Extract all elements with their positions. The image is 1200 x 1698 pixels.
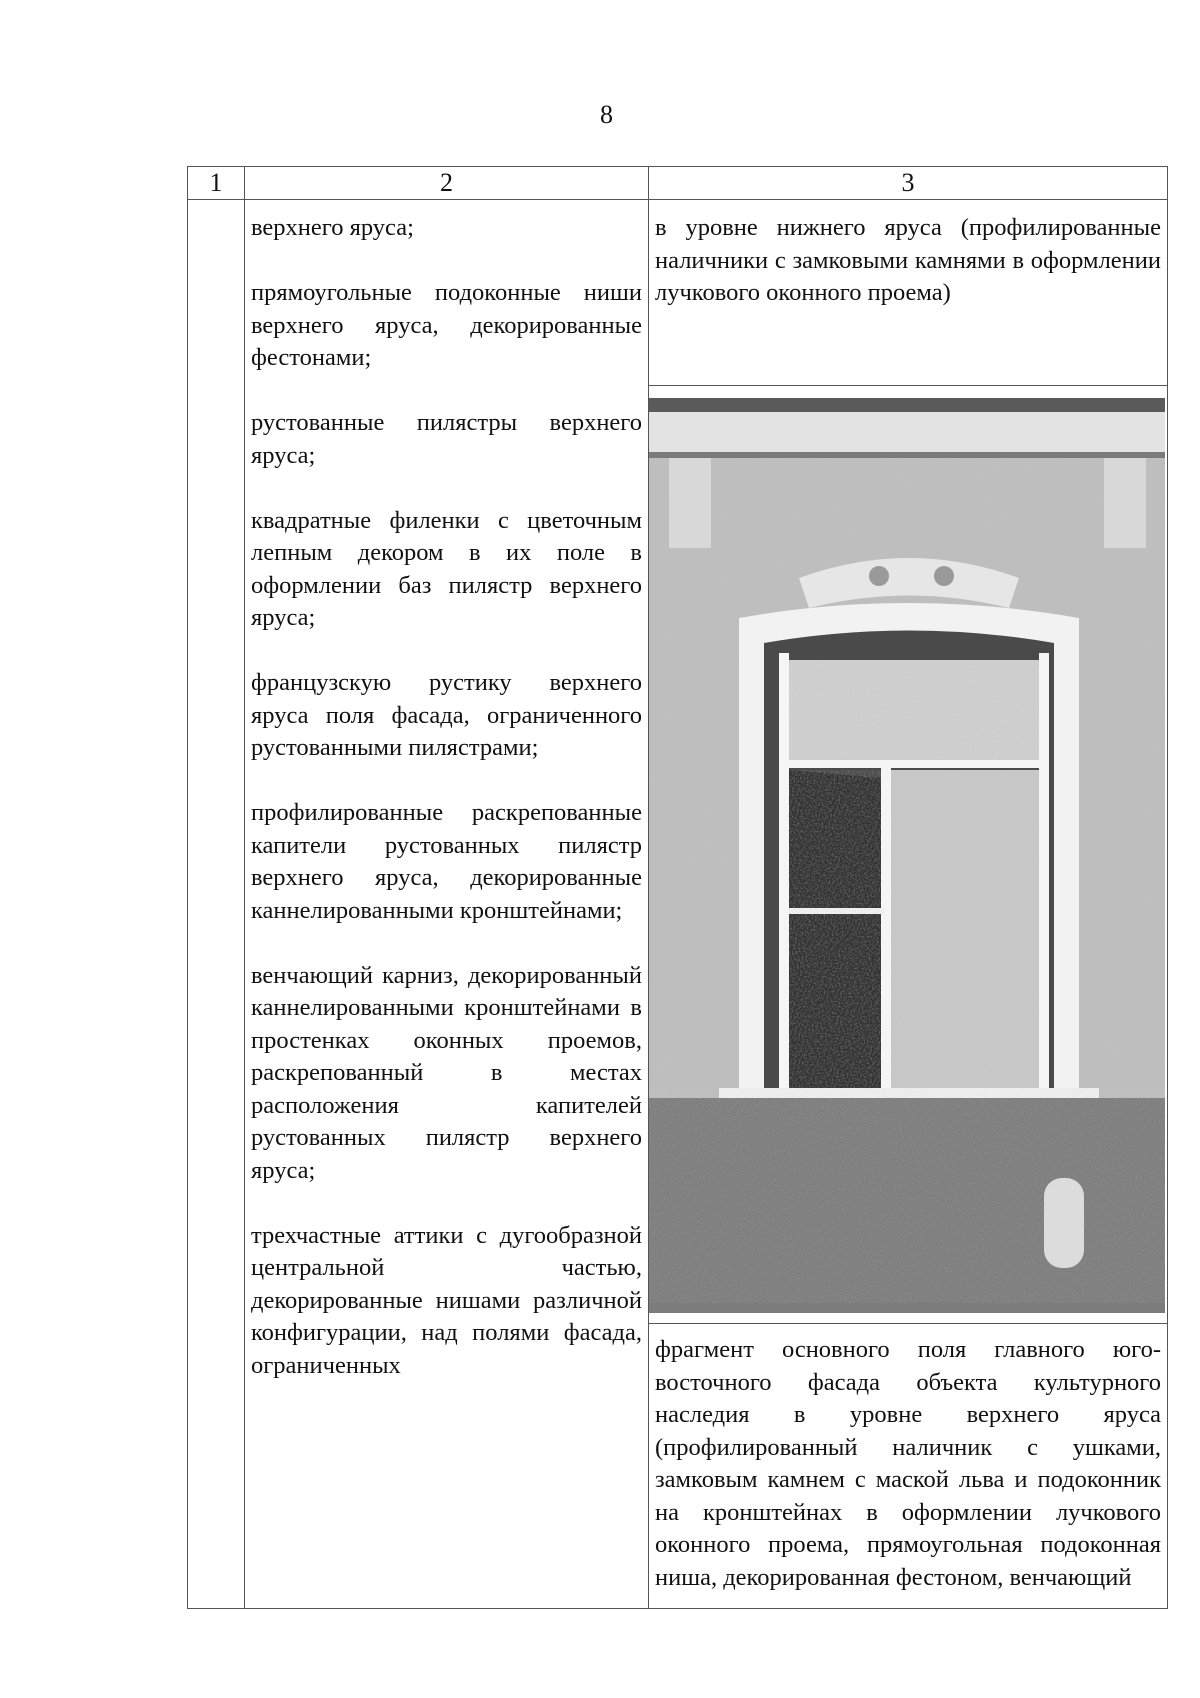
list-item: профилированные раскрепованные капители рустованных пилястр верхнего яруса, декорированные каннелированными кронштейнами; [251,799,642,924]
table-header-row [188,167,1168,200]
description-list [245,200,648,1382]
table-body-row [188,200,1168,1609]
header-cell-1: 1 [188,167,245,200]
row-number-cell [188,200,245,1609]
header-cell-3: 3 [649,167,1168,200]
caption-text-bottom: фрагмент основного поля главного юго-восточного фасада объекта культурного наследия в уровне верхнего яруса (профилированный наличник с ушками, замковым камнем с маской льва и подоконник на кронштейнах в оформлении лучкового оконного проема, прямоугольная подоконная ниша, декорированная фестоном, венчающий [655,1336,1161,1591]
photo-caption-top [649,200,1167,386]
list-item: трехчастные аттики с дугообразной центральной частью, декорированные нишами различной конфигурации, над полями фасада, ограниченных [251,1221,642,1379]
window-photo-image [649,398,1165,1313]
caption-text-top: в уровне нижнего яруса (профилированные наличники с замковыми камнями в оформлении лучкового оконного проема) [655,214,1161,306]
list-item: венчающий карниз, декорированный каннелированными кронштейнами в простенках оконных проемов, раскрепованный в местах расположения капителей рустованных пилястр верхнего яруса; [251,961,642,1184]
photo-cell [649,200,1168,1609]
document-table [187,166,1168,1609]
header-cell-2: 2 [245,167,649,200]
page-number: 8 [600,100,613,129]
list-item: квадратные филенки с цветочным лепным декором в их поле в оформлении баз пилястр верхнего яруса; [251,506,642,631]
list-item: рустованные пилястры верхнего яруса; [251,409,642,469]
list-item: верхнего яруса; [251,214,414,241]
list-item: прямоугольные подоконные ниши верхнего яруса, декорированные фестонами; [251,279,642,371]
facade-photo [649,398,1167,1313]
photo-caption-bottom [649,1323,1167,1594]
description-cell [245,200,649,1609]
list-item: французскую рустику верхнего яруса поля фасада, ограниченного рустованными пилястрами; [251,669,642,761]
